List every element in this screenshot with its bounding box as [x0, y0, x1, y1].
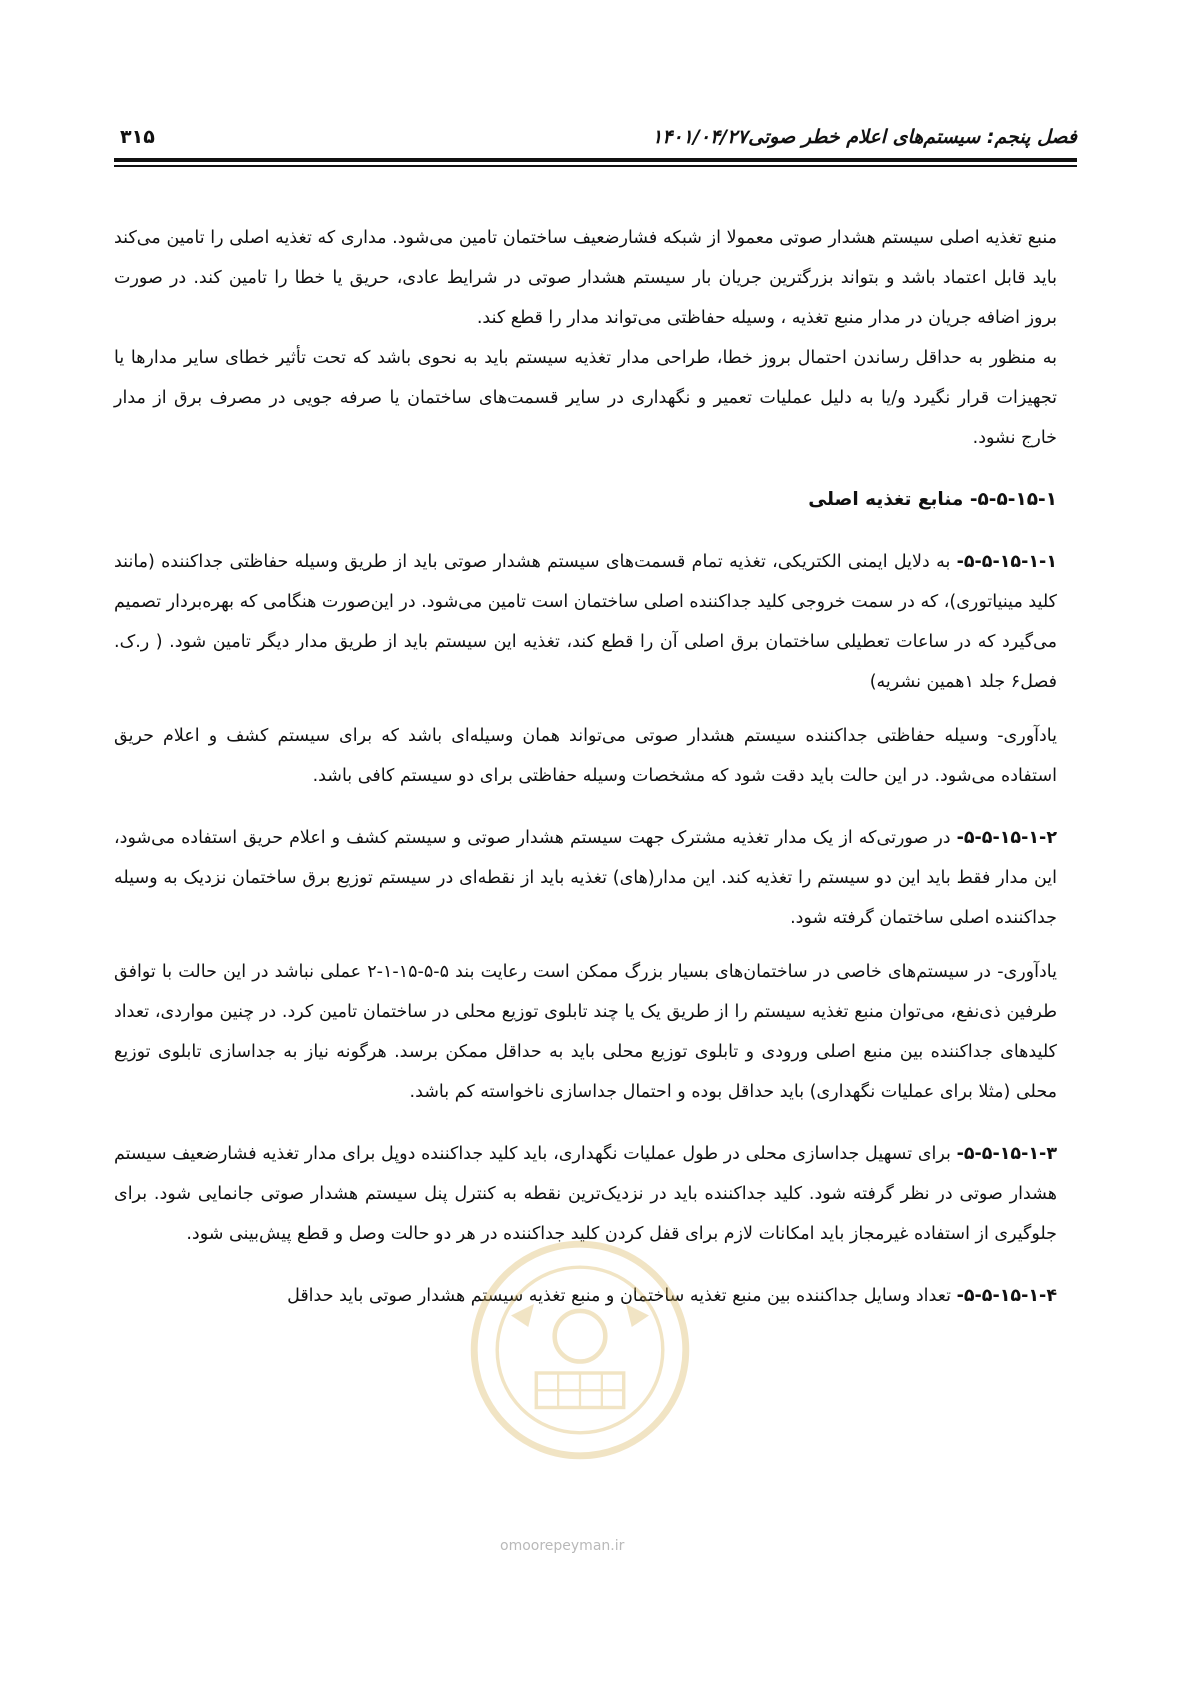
body-text — [114, 218, 1057, 1316]
clause-2 — [114, 818, 1057, 938]
clause-number: ۵-۵-۱۵-۱-۳- — [956, 1144, 1057, 1164]
watermark-site: omoorepeyman.ir — [500, 1538, 625, 1554]
clause-number: ۵-۵-۱۵-۱-۱- — [956, 552, 1057, 572]
note-2: یادآوری- در سیستم‌های خاصی در ساختمان‌های بسیار بزرگ ممکن است رعایت بند ۵-۵-۱۵-۱-۲ عملی نباشد در این حالت با توافق طرفین ذی‌نفع، می‌توان منبع تغذیه سیستم را از طریق یک یا چند تابلوی توزیع محلی در ساختمان تامین کرد. در چنین مواردی، تعداد کلیدهای جداکننده بین منبع اصلی ورودی و تابلوی توزیع محلی باید به حداقل ممکن برسد. هرگونه نیاز به جداسازی تابلوی توزیع محلی (مثلا برای عملیات نگهداری) باید حداقل بوده و احتمال جداسازی ناخواسته کم باشد. — [114, 962, 1057, 1102]
header-date: ۱۴۰۱/۰۴/۲۷ — [652, 126, 748, 148]
header-rule-thick — [114, 158, 1077, 162]
note-1: یادآوری- وسیله حفاظتی جداکننده سیستم هشدار صوتی می‌تواند همان وسیله‌ای باشد که برای سیستم کشف و اعلام حریق استفاده می‌شود. در این حالت باید دقت شود که مشخصات وسیله حفاظتی برای دو سیستم کافی باشد. — [114, 726, 1057, 786]
clause-text: تعداد وسایل جداکننده بین منبع تغذیه ساختمان و منبع تغذیه سیستم هشدار صوتی باید حداقل — [287, 1286, 957, 1306]
page-header — [114, 118, 1077, 154]
clause-text: به دلایل ایمنی الکتریکی، تغذیه تمام قسمت‌های سیستم هشدار صوتی باید از طریق وسیله حفاظتی جداکننده (مانند کلید مینیاتوری)، که در سمت خروجی کلید جداکننده اصلی ساختمان است تامین می‌شود. در این‌صورت هنگامی که بهره‌بردار تصمیم می‌گیرد که در ساعات تعطیلی ساختمان برق اصلی آن را قطع کند، تغذیه این سیستم باید از طریق مدار دیگر تامین شود. ( ر.ک. فصل۶ جلد ۱همین نشریه) — [114, 552, 1057, 692]
section-heading: ۵-۵-۱۵-۱- منابع تغذیه اصلی — [808, 489, 1057, 510]
clause-4 — [114, 1276, 1057, 1316]
clause-number: ۵-۵-۱۵-۱-۲- — [956, 828, 1057, 848]
page-number: ۳۱۵ — [120, 126, 155, 148]
header-rule-thin — [114, 165, 1077, 167]
clause-1 — [114, 542, 1057, 702]
chapter-title: فصل پنجم: سیستم‌های اعلام خطر صوتی — [748, 126, 1077, 148]
clause-3 — [114, 1134, 1057, 1254]
paragraph-design: به منظور به حداقل رساندن احتمال بروز خطا، طراحی مدار تغذیه سیستم باید به نحوی باشد که تحت تأثیر خطای سایر مدارها یا تجهیزات قرار نگیرد و/یا به دلیل عملیات تعمیر و نگهداری در سایر قسمت‌های ساختمان یا صرفه جویی در مصرف برق از مدار خارج نشود. — [114, 348, 1057, 448]
clause-text: در صورتی‌که از یک مدار تغذیه مشترک جهت سیستم هشدار صوتی و سیستم کشف و اعلام حریق استفاده می‌شود، این مدار فقط باید این دو سیستم را تغذیه کند. این مدار(های) تغذیه باید از نقطه‌ای در سیستم توزیع برق ساختمان نزدیک به وسیله جداکننده اصلی ساختمان گرفته شود. — [114, 828, 1057, 928]
paragraph-intro: منبع تغذیه اصلی سیستم هشدار صوتی معمولا از شبکه فشارضعیف ساختمان تامین می‌شود. مداری که تغذیه اصلی را تامین می‌کند باید قابل اعتماد باشد و بتواند بزرگترین جریان بار سیستم هشدار صوتی در شرایط عادی، حریق یا خطا را تامین کند. در صورت بروز اضافه جریان در مدار منبع تغذیه ، وسیله حفاظتی می‌تواند مدار را قطع کند. — [114, 228, 1057, 328]
clause-text: برای تسهیل جداسازی محلی در طول عملیات نگهداری، باید کلید جداکننده دوپل برای مدار تغذیه فشارضعیف سیستم هشدار صوتی در نظر گرفته شود. کلید جداکننده باید در نزدیک‌ترین نقطه به کنترل پنل سیستم هشدار صوتی جانمایی شود. برای جلوگیری از استفاده غیرمجاز باید امکانات لازم برای قفل کردن کلید جداکننده در هر دو حالت وصل و قطع پیش‌بینی شود. — [114, 1144, 1057, 1244]
clause-number: ۵-۵-۱۵-۱-۴- — [956, 1286, 1057, 1306]
